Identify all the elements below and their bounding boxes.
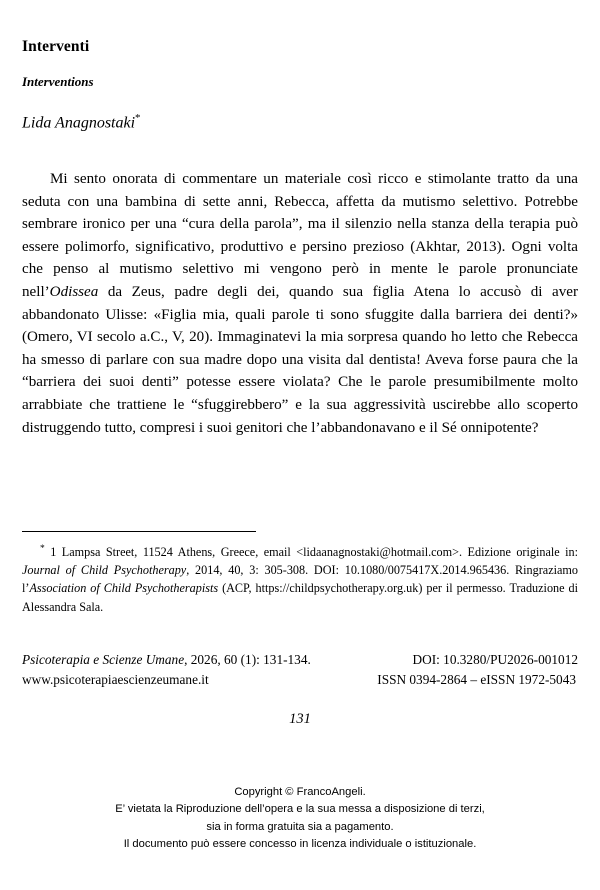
citation-journal-name: Psicoterapia e Scienze Umane — [22, 652, 185, 667]
plain-text: da Zeus, padre degli dei, quando sua figlia Atena lo accusò di aver abbandonato Ulisse: «Figlia mia, quali parole ti sono sfuggite dalla barriera dei denti?» (Omero, VI secolo a.C., V, 20). Immaginatevi la mia sorpresa quando ho letto che Rebecca ha smesso di parlare con sua madre dopo una visita dal dentista! Aveva forse paura che la “barriera dei suoi denti” potesse essere violata? Che le parole presumibilmente molto arrabbiate che trattiene le “sfuggirebbero” e la sua aggressività uscirebbe allo scoperto distruggendo tutto, compresi i suoi genitori che l’abbandonavano e il Sé onnipotente? — [22, 283, 578, 436]
section-subtitle: Interventions — [22, 73, 94, 89]
copyright-line: Copyright © FrancoAngeli. — [234, 786, 366, 798]
footnote-separator-rule — [22, 531, 256, 532]
copyright-line: E’ vietata la Riproduzione dell’opera e la sua messa a disposizione di terzi, — [115, 803, 485, 816]
emphasis-text: Journal of Child Psychotherapy — [22, 563, 187, 578]
citation-doi: DOI: 10.3280/PU2026-001012 — [412, 652, 578, 667]
citation-issue-info: , 2026, 60 (1): 131-134. — [184, 652, 311, 667]
page-number: 131 — [289, 711, 311, 727]
citation-journal-line — [22, 650, 311, 670]
footnote-block — [22, 540, 578, 616]
citation-row-issue — [22, 650, 578, 670]
copyright-footer — [0, 784, 600, 854]
citation-website: www.psicoterapiaescienzeumane.it — [22, 671, 209, 687]
footnote-marker: * — [40, 544, 45, 554]
plain-text: , 2014, 40, 3: 305-308. DOI: 10.1080/0075417X.2014.965436. Ringraziamo l’ — [22, 563, 578, 596]
author-name — [22, 112, 141, 132]
emphasis-text: Association of Child Psychotherapists — [29, 581, 219, 596]
citation-issn: ISSN 0394-2864 – eISSN 1972-5043 — [377, 671, 576, 687]
author-name-text: Lida Anagnostaki — [22, 114, 136, 132]
footnote-text — [22, 545, 578, 614]
author-footnote-marker: * — [135, 112, 141, 124]
body-paragraph — [22, 168, 578, 439]
copyright-line: Il documento può essere concesso in licenza individuale o istituzionale. — [123, 838, 477, 851]
citation-row-web — [22, 670, 578, 690]
copyright-line: sia in forma gratuita sia a pagamento. — [206, 820, 394, 833]
plain-text: (ACP, https://childpsychotherapy.org.uk) per il permesso. Traduzione di Alessandra Sala. — [22, 581, 578, 614]
section-title: Interventi — [22, 38, 90, 56]
journal-citation — [22, 650, 578, 689]
plain-text: 1 Lampsa Street, 11524 Athens, Greece, email <lidaanagnostaki@hotmail.com>. Edizione originale in: — [44, 545, 578, 560]
emphasis-text: Odissea — [49, 283, 99, 300]
plain-text: Mi sento onorata di commentare un materiale così ricco e stimolante tratto da una seduta con una bambina di sette anni, Rebecca, affetta da mutismo selettivo. Potrebbe sembrare ironico per una “cura della parola”, ma il silenzio nella stanza della terapia può essere polimorfo, significativo, produttivo e persino prezioso (Akhtar, 2013). Ogni volta che penso al mutismo selettivo mi vengono però in mente le parole pronunciate nell’ — [22, 171, 578, 300]
